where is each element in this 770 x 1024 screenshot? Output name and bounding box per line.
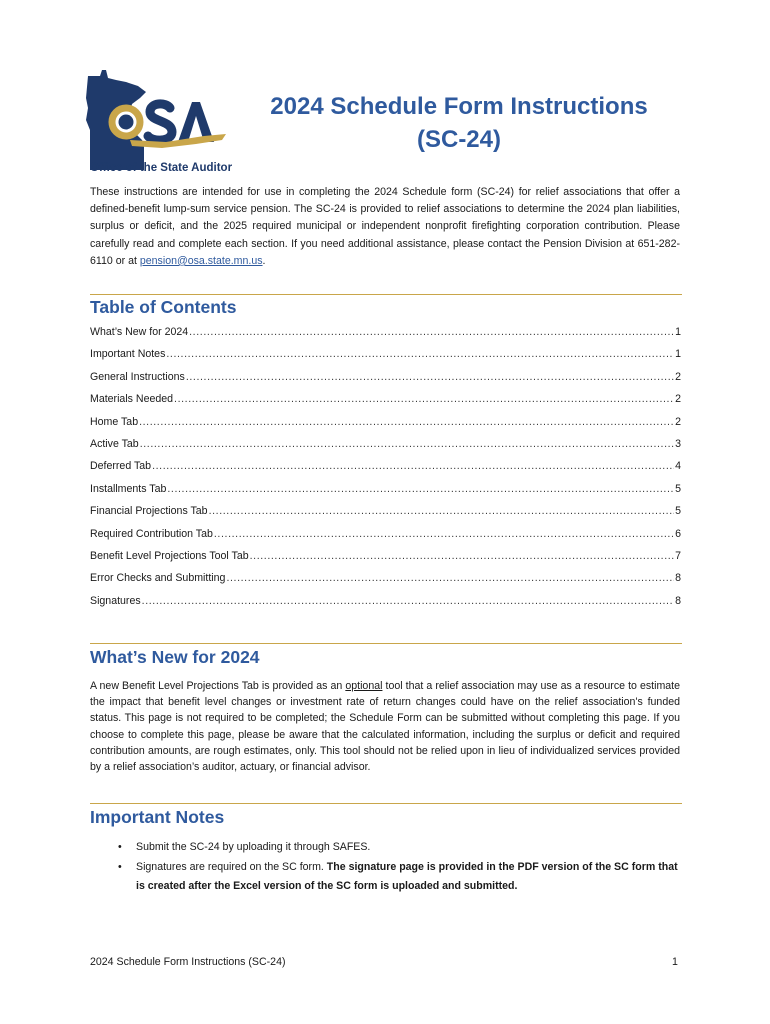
toc-entry[interactable]: [90, 483, 681, 505]
toc-entry-title: Benefit Level Projections Tool Tab: [90, 549, 249, 562]
list-item: [90, 838, 682, 858]
document-title: [250, 90, 668, 156]
toc-entry-title: Signatures: [90, 594, 141, 607]
intro-text: These instructions are intended for use in completing the 2024 Schedule form (SC-24) for relief associations that offer a defined-benefit lump-sum service pension. The SC-24 is provided to relief associations to determine the 2024 plan liabilities, surplus or deficit, and the 2025 required municipal or independent nonprofit firefighting corporation contribution. Please carefully read and complete each section. If you need additional assistance, please contact the Pension Division at 651-282-6110 or at: [90, 186, 680, 267]
toc-entry-page: 6: [675, 527, 681, 540]
important-notes-list: [90, 838, 682, 897]
toc-heading: Table of Contents: [90, 297, 237, 317]
logo-caption: Office of the State Auditor: [90, 162, 233, 174]
toc-entry[interactable]: [90, 416, 681, 438]
whats-new-text-before: A new Benefit Level Projections Tab is provided as an: [90, 680, 346, 692]
toc-entry-title: Deferred Tab: [90, 460, 152, 473]
note-text: Signatures are required on the SC form.: [136, 860, 327, 873]
toc-entry-page: 5: [675, 505, 681, 518]
toc-entry-page: 7: [675, 549, 681, 562]
toc-entry-page: 5: [675, 482, 681, 495]
pension-email-link[interactable]: pension@osa.state.mn.us: [139, 254, 263, 267]
whats-new-text-after: tool that a relief association may use as a resource to estimate the impact that benefit level changes or investment rate of return changes could have on the relief association's funded status. This page is not required to be completed; the Schedule Form can be submitted without completing this page. If you choose to complete this page, please be aware that the calculated information, including the surplus or deficit and required contribution amounts, are rough estimates, only. This tool should not be relied upon in lieu of individualized services provided by a relief association’s auditor, actuary, or financial advisor.: [90, 680, 680, 774]
whats-new-paragraph: [90, 678, 680, 775]
toc-dot-leader: [152, 460, 674, 472]
toc-entry[interactable]: [90, 371, 681, 393]
toc-dot-leader: [186, 371, 674, 383]
toc-entry-page: 3: [675, 437, 681, 450]
toc-entry-title: Active Tab: [90, 437, 139, 450]
toc-entry-title: Materials Needed: [90, 393, 174, 406]
table-of-contents: [90, 326, 681, 617]
toc-dot-leader: [189, 326, 674, 338]
toc-entry[interactable]: [90, 595, 681, 617]
note-text: Submit the SC-24 by uploading it through SAFES.: [136, 841, 371, 853]
section-divider: [90, 803, 682, 804]
title-line-2: (SC-24): [416, 126, 501, 153]
section-divider: [90, 294, 682, 295]
toc-dot-leader: [226, 572, 674, 584]
toc-entry-page: 8: [675, 594, 681, 607]
toc-dot-leader: [140, 438, 674, 450]
toc-entry-page: 2: [675, 415, 681, 428]
toc-entry-title: General Instructions: [90, 370, 185, 383]
whats-new-heading: What’s New for 2024: [90, 647, 260, 667]
section-divider: [90, 643, 682, 644]
toc-entry-title: Important Notes: [90, 348, 166, 361]
toc-entry-page: 1: [675, 326, 681, 338]
toc-entry-page: 4: [675, 460, 681, 473]
note-bold-text: The signature page is provided in the PDF version of the SC form that is created after the Excel version of the SC form is uploaded and submitted.: [136, 860, 678, 892]
toc-entry[interactable]: [90, 326, 681, 348]
title-line-1: 2024 Schedule Form Instructions: [270, 93, 648, 120]
optional-emphasis: optional: [345, 680, 383, 692]
toc-dot-leader: [209, 505, 675, 517]
toc-dot-leader: [250, 550, 674, 562]
toc-entry[interactable]: [90, 393, 681, 415]
toc-entry[interactable]: [90, 348, 681, 370]
toc-entry-title: Financial Projections Tab: [90, 505, 208, 518]
toc-dot-leader: [142, 595, 674, 607]
bullet-icon: •: [118, 841, 122, 853]
toc-dot-leader: [174, 393, 674, 405]
toc-entry[interactable]: [90, 572, 681, 594]
toc-entry[interactable]: [90, 438, 681, 460]
toc-dot-leader: [166, 348, 674, 360]
intro-paragraph: [90, 184, 680, 270]
toc-entry-title: What’s New for 2024: [90, 326, 189, 338]
toc-entry-page: 1: [675, 348, 681, 361]
toc-entry-page: 2: [675, 393, 681, 406]
intro-end: .: [262, 254, 266, 267]
footer-title: 2024 Schedule Form Instructions (SC-24): [90, 956, 286, 968]
toc-entry[interactable]: [90, 460, 681, 482]
footer-page-number: 1: [672, 956, 678, 968]
toc-entry-page: 8: [675, 572, 681, 585]
toc-entry[interactable]: [90, 505, 681, 527]
toc-entry[interactable]: [90, 550, 681, 572]
bullet-icon: •: [118, 860, 122, 873]
toc-entry[interactable]: [90, 528, 681, 550]
toc-dot-leader: [167, 483, 674, 495]
toc-entry-page: 2: [675, 370, 681, 383]
toc-entry-title: Home Tab: [90, 415, 139, 428]
toc-entry-title: Installments Tab: [90, 482, 167, 495]
list-item: [90, 858, 682, 897]
toc-entry-title: Required Contribution Tab: [90, 527, 213, 540]
toc-entry-title: Error Checks and Submitting: [90, 572, 226, 585]
toc-dot-leader: [214, 528, 674, 540]
important-notes-heading: Important Notes: [90, 807, 225, 827]
toc-dot-leader: [139, 416, 674, 428]
